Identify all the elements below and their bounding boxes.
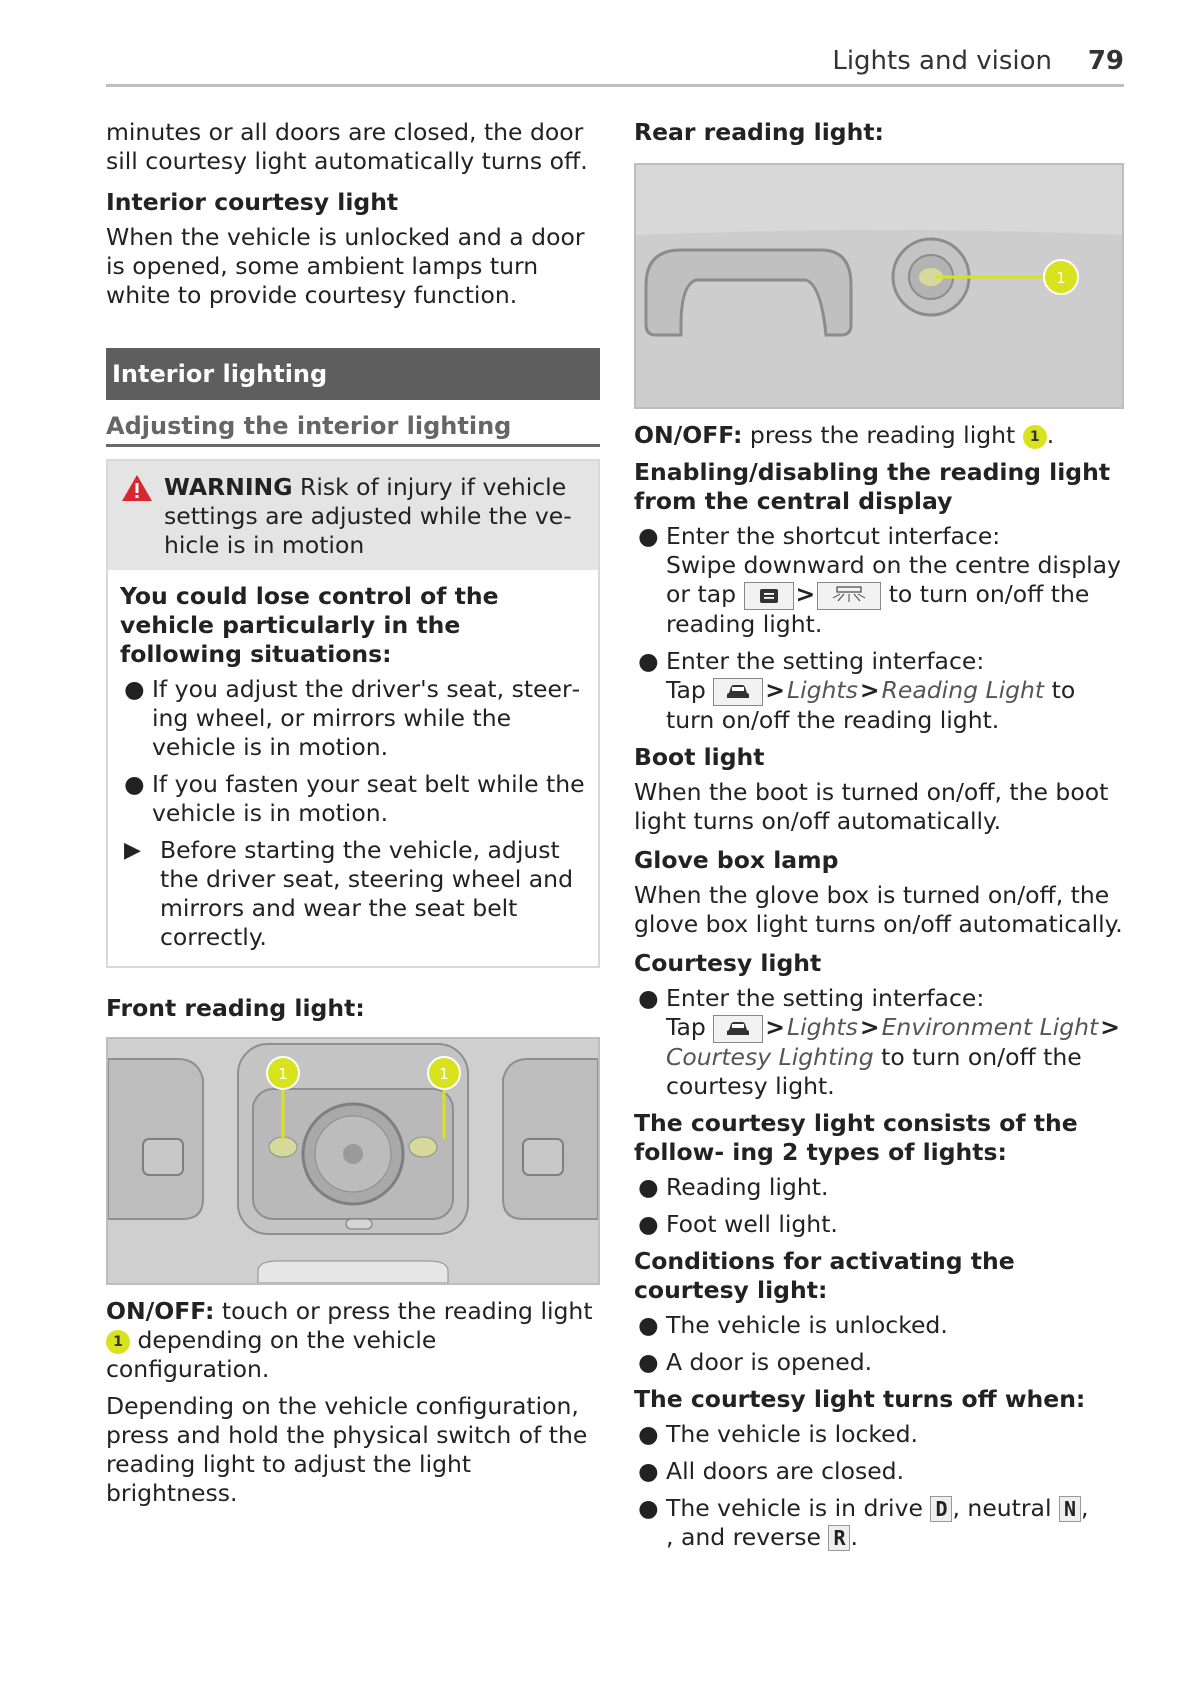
reading-light-button[interactable] — [817, 582, 881, 610]
glove-paragraph: When the glove box is turned on/off, the glove box light turns on/off automatically. — [634, 881, 1123, 938]
section-bar-interior-lighting: Interior lighting — [106, 348, 600, 400]
callout-1-left: 1 — [278, 1065, 288, 1083]
chevron-right-icon: > — [765, 676, 785, 704]
onoff-label: ON/OFF: — [634, 421, 743, 449]
menu-lights[interactable]: Lights — [786, 1013, 858, 1041]
page-header — [106, 42, 1124, 87]
car-icon — [726, 1021, 750, 1037]
menu-courtesy-lighting[interactable]: Courtesy Lighting — [666, 1043, 874, 1071]
warning-lead: You could lose control of the vehicle particularly in the following situations: — [120, 582, 499, 668]
front-reading-heading: Front reading light: — [106, 994, 365, 1022]
warning-header — [108, 461, 598, 570]
list-item: ● If you adjust the driver's seat, steer‑ ing wheel, or mirrors while the vehicle is in motion. — [124, 675, 581, 761]
rear-handle-illustration — [636, 165, 1122, 407]
menu-lights[interactable]: Lights — [786, 676, 858, 704]
warning-box — [106, 459, 600, 968]
chevron-right-icon: > — [1100, 1013, 1120, 1041]
courtesy-light-heading: Courtesy light — [634, 949, 822, 977]
chevron-right-icon: > — [859, 1013, 880, 1041]
enable-list — [634, 522, 1124, 735]
off-list — [634, 1420, 1124, 1552]
subsection-title: Adjusting the interior lighting — [106, 404, 600, 447]
list-item: ● Enter the setting interface: Tap >Lights>Environment Light>Courtesy Lighting to turn on/off the courtesy light. — [638, 984, 1120, 1100]
courtesy-setting-list — [634, 984, 1124, 1101]
front-console-illustration — [108, 1039, 598, 1283]
chevron-right-icon: > — [765, 1013, 785, 1041]
warning-label: WARNING — [164, 473, 293, 501]
callout-badge: 1 — [1023, 425, 1047, 449]
callout-1-rear: 1 — [1056, 269, 1066, 287]
brightness-paragraph: Depending on the vehicle configuration, press and hold the physical switch of the reading light to adjust the light brightness. — [106, 1392, 588, 1507]
conditions-heading: Conditions for activating the courtesy light: — [634, 1247, 1015, 1304]
chevron-right-icon: > — [859, 676, 880, 704]
left-column — [106, 118, 600, 1508]
warning-title — [164, 473, 586, 560]
off-heading: The courtesy light turns off when: — [634, 1385, 1086, 1413]
gear-d-badge: D — [930, 1496, 952, 1522]
callout-badge: 1 — [106, 1330, 130, 1354]
onoff-label: ON/OFF: — [106, 1297, 215, 1325]
gear-n-badge: N — [1059, 1496, 1081, 1522]
warning-title-text: Risk of injury if vehicle settings are adjusted while the ve‑ hicle is in motion — [164, 473, 572, 559]
conditions-list — [634, 1311, 1124, 1377]
list-item: ● A door is opened. — [638, 1348, 873, 1376]
types-heading: The courtesy light consists of the follow‑ ing 2 types of lights: — [634, 1109, 1078, 1166]
menu-icon — [759, 588, 779, 604]
list-item: ● The vehicle is unlocked. — [638, 1311, 948, 1339]
callout-1-right: 1 — [439, 1065, 449, 1083]
glove-heading: Glove box lamp — [634, 846, 839, 874]
intro-paragraph: minutes or all doors are closed, the door sill courtesy light automatically turns off. — [106, 118, 588, 175]
warning-triangle-icon — [120, 473, 154, 503]
list-item: ● The vehicle is locked. — [638, 1420, 919, 1448]
section-title: Lights and vision — [832, 46, 1052, 76]
menu-button[interactable] — [744, 582, 794, 610]
list-item: ● Enter the shortcut interface: Swipe downward on the centre display or tap > to turn on/off the reading light. — [638, 522, 1121, 638]
enable-heading: Enabling/disabling the reading light from the central display — [634, 458, 1111, 515]
reading-light-icon — [832, 586, 866, 604]
warning-body — [108, 570, 598, 966]
list-item: ● Reading light. — [638, 1173, 829, 1201]
list-item: ● The vehicle is in drive D , neutral N , , and reverse R . — [638, 1494, 1089, 1551]
car-icon — [726, 684, 750, 700]
list-item: ● Enter the setting interface: Tap >Lights>Reading Light to turn on/off the reading light. — [638, 647, 1076, 734]
courtesy-paragraph: When the vehicle is unlocked and a door is opened, some ambient lamps turn white to provide courtesy function. — [106, 223, 585, 309]
warning-action: ▶ Before starting the vehicle, adjust the driver seat, steering wheel and mirrors and wear the seat belt correctly. — [124, 836, 573, 951]
list-item: ● If you fasten your seat belt while the vehicle is in motion. — [124, 770, 585, 827]
front-reading-light-figure — [106, 1037, 600, 1285]
car-settings-button[interactable] — [713, 1015, 763, 1043]
page-number: 79 — [1087, 46, 1124, 76]
menu-reading-light[interactable]: Reading Light — [881, 676, 1045, 704]
types-list — [634, 1173, 1124, 1239]
courtesy-heading: Interior courtesy light — [106, 188, 399, 216]
rear-reading-light-figure — [634, 163, 1124, 409]
rear-reading-heading: Rear reading light: — [634, 118, 884, 146]
list-item: ● Foot well light. — [638, 1210, 838, 1238]
rear-onoff-text: ON/OFF: press the reading light 1 . — [634, 421, 1055, 449]
chevron-right-icon: > — [795, 580, 816, 608]
front-onoff-text: ON/OFF: touch or press the reading light 1 depending on the vehicle configuration. — [106, 1297, 593, 1383]
warning-list — [120, 675, 586, 828]
gear-r-badge: R — [828, 1525, 850, 1551]
list-item: ● All doors are closed. — [638, 1457, 905, 1485]
car-settings-button[interactable] — [713, 678, 763, 706]
boot-heading: Boot light — [634, 743, 765, 771]
menu-environment-light[interactable]: Environment Light — [881, 1013, 1099, 1041]
right-column — [634, 118, 1124, 1560]
play-arrow-icon: ▶ — [124, 838, 141, 863]
boot-paragraph: When the boot is turned on/off, the boot light turns on/off automatically. — [634, 778, 1109, 835]
